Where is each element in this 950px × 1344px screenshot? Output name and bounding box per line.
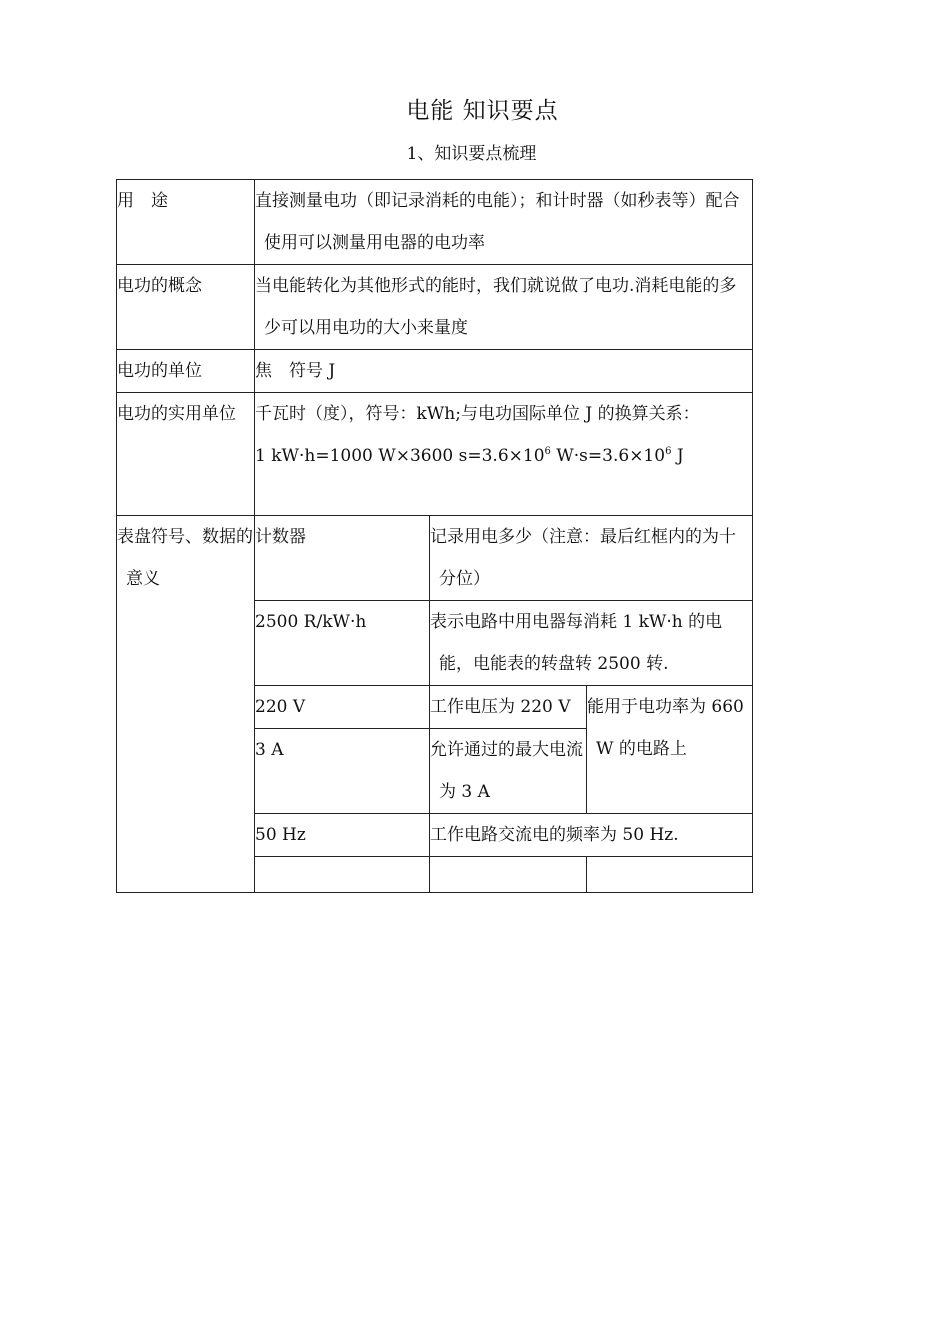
dial-symbol-cell: 计数器 bbox=[255, 516, 430, 601]
table-row-concept bbox=[117, 265, 753, 350]
dial-combined-note-cell: 能用于电功率为 660 W 的电路上 bbox=[587, 686, 753, 814]
dial-meaning-cell: 工作电压为 220 V bbox=[430, 686, 587, 729]
dial-meaning-cell: 记录用电多少（注意：最后红框内的为十分位） bbox=[430, 516, 753, 601]
row-label-concept: 电功的概念 bbox=[117, 265, 255, 350]
row-label-unit: 电功的单位 bbox=[117, 350, 255, 393]
dial-meaning-cell: 允许通过的最大电流为 3 A bbox=[430, 729, 587, 814]
empty-cell bbox=[587, 857, 753, 893]
table-row-usage bbox=[117, 180, 753, 265]
dial-symbol-cell: 50 Hz bbox=[255, 814, 430, 857]
dial-symbol-cell: 2500 R/kW·h bbox=[255, 601, 430, 686]
row-value-unit: 焦 符号 J bbox=[255, 350, 753, 393]
document-subtitle: 1、知识要点梳理 bbox=[406, 144, 537, 164]
table-row bbox=[117, 516, 753, 601]
dial-symbol-cell: 220 V bbox=[255, 686, 430, 729]
dial-meaning-cell: 工作电路交流电的频率为 50 Hz. bbox=[430, 814, 753, 857]
row-value-concept: 当电能转化为其他形式的能时，我们就说做了电功.消耗电能的多少可以用电功的大小来量度 bbox=[255, 265, 753, 350]
row-label-usage: 用 途 bbox=[117, 180, 255, 265]
table-row-unit bbox=[117, 350, 753, 393]
empty-cell bbox=[255, 857, 430, 893]
row-label-practical-unit: 电功的实用单位 bbox=[117, 393, 255, 516]
document-title: 电能 知识要点 bbox=[406, 98, 559, 124]
row-label-dial: 表盘符号、数据的意义 bbox=[117, 516, 255, 893]
conversion-formula: 1 kW·h=1000 W×3600 $s=3.6\times 10^6$ $W\cdot s=3.6\times 10^6$ J bbox=[255, 446, 684, 466]
table-row-practical-unit bbox=[117, 393, 753, 516]
empty-cell bbox=[430, 857, 587, 893]
row-value-practical-unit: 千瓦时（度），符号：kWh;与电功国际单位 J 的换算关系： 1 kW·h=1000 W×3600 $s=3.6\times 10^6$ $W\cdot s=3.6\times 10^6$ J bbox=[255, 393, 753, 516]
row-value-usage: 直接测量电功（即记录消耗的电能）；和计时器（如秒表等）配合使用可以测量用电器的电功率 bbox=[255, 180, 753, 265]
dial-meaning-cell: 表示电路中用电器每消耗 1 kW·h 的电能，电能表的转盘转 2500 转. bbox=[430, 601, 753, 686]
knowledge-table bbox=[116, 179, 753, 893]
dial-symbol-cell: 3 A bbox=[255, 729, 430, 814]
